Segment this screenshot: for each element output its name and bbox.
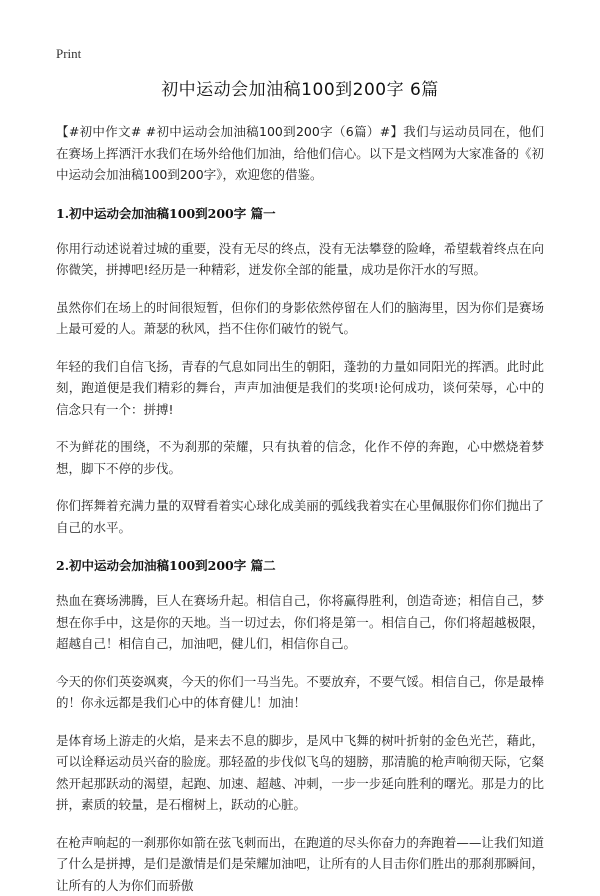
paragraph: 今天的你们英姿飒爽，今天的你们一马当先。不要放弃，不要气馁。相信自己，你是最棒的！你永远都是我们心中的体育健儿！加油！ [56,671,544,714]
paragraph: 年轻的我们自信飞扬，青春的气息如同出生的朝阳，蓬勃的力量如同阳光的挥洒。此时此刻，跑道便是我们精彩的舞台，声声加油便是我们的奖项!论何成功，谈何荣辱，心中的信念只有一个：拼搏! [56,356,544,421]
section-heading-2: 2.初中运动会加油稿100到200字 篇二 [56,556,544,576]
intro-paragraph: 【#初中作文# #初中运动会加油稿100到200字（6篇）#】我们与运动员同在，他们在赛场上挥洒汗水我们在场外给他们加油，给他们信心。以下是文档网为大家准备的《初中运动会加油稿100到200字》，欢迎您的借鉴。 [56,121,544,186]
paragraph: 你用行动述说着过城的重要，没有无尽的终点，没有无法攀登的险峰，希望载着终点在向你微笑，拼搏吧!经历是一种精彩，迸发你全部的能量，成功是你汗水的写照。 [56,238,544,281]
paragraph: 虽然你们在场上的时间很短暂，但你们的身影依然停留在人们的脑海里，因为你们是赛场上最可爱的人。萧瑟的秋风，挡不住你们破竹的锐气。 [56,297,544,340]
paragraph: 热血在赛场沸腾，巨人在赛场升起。相信自己，你将赢得胜利，创造奇迹；相信自己，梦想在你手中，这是你的天地。当一切过去，你们将是第一。相信自己，你们将超越极限，超越自己！相信自己，加油吧，健儿们，相信你自己。 [56,590,544,655]
page-title: 初中运动会加油稿100到200字 6篇 [56,78,544,102]
paragraph: 你们挥舞着充满力量的双臂看着实心球化成美丽的弧线我着实在心里佩服你们你们抛出了自己的水平。 [56,495,544,538]
paragraph: 在枪声响起的一刹那你如箭在弦飞刺而出，在跑道的尽头你奋力的奔跑着——让我们知道了什么是拼搏，是们是激情是们是荣耀加油吧，让所有的人目击你们胜出的那刹那瞬间，让所有的人为你们而骄傲 [56,832,544,896]
paragraph: 不为鲜花的围绕，不为刹那的荣耀，只有执着的信念，化作不停的奔跑，心中燃烧着梦想，脚下不停的步伐。 [56,436,544,479]
print-link[interactable]: Print [56,46,96,62]
section-heading-1: 1.初中运动会加油稿100到200字 篇一 [56,204,544,224]
paragraph: 是体育场上游走的火焰，是来去不息的脚步，是风中飞舞的树叶折射的金色光芒，藉此，可以诠释运动员兴奋的脸庞。那轻盈的步伐似飞鸟的翅膀，那清脆的枪声响彻天际，它粲然开起那跃动的渴望，起跑、加速、超越、冲刺，一步一步延向胜利的曙光。那是力的比拼，素质的较量，是石榴树上，跃动的心脏。 [56,730,544,816]
